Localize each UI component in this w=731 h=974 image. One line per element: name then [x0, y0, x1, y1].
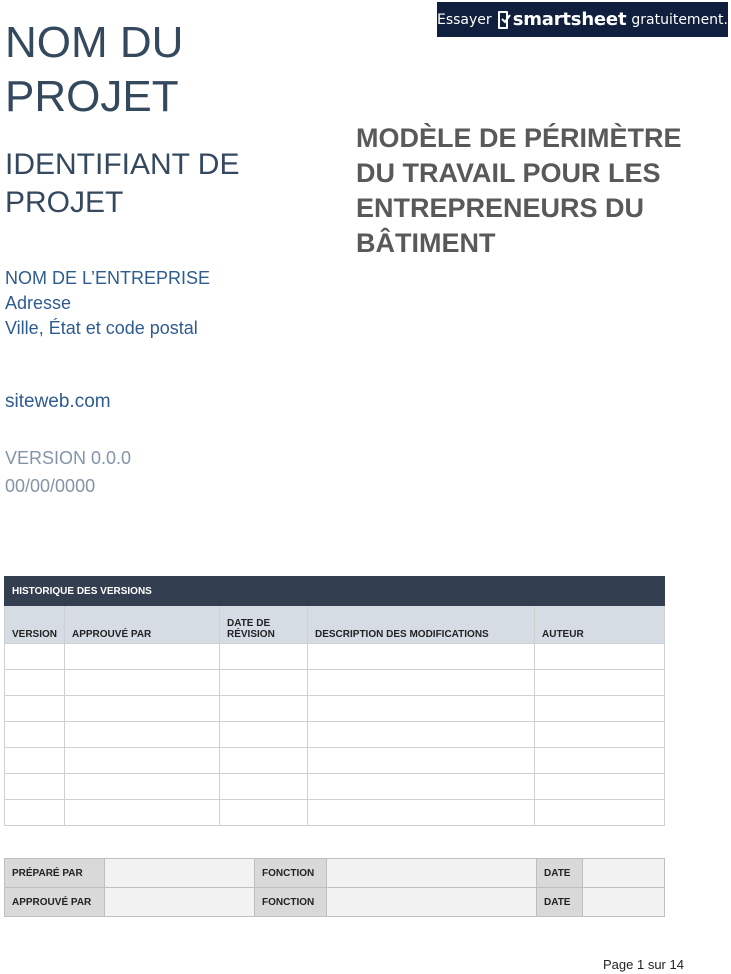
prepared-function-field[interactable]: [327, 859, 537, 888]
banner-brand: smartsheet: [512, 9, 627, 30]
table-cell[interactable]: [65, 644, 220, 670]
approved-by-field[interactable]: [105, 888, 255, 917]
version-number: VERSION 0.0.0: [5, 448, 132, 468]
table-row: [5, 722, 665, 748]
version-history-title: HISTORIQUE DES VERSIONS: [5, 577, 665, 606]
column-header-author: AUTEUR: [535, 606, 665, 644]
date-label: DATE: [537, 859, 583, 888]
table-cell[interactable]: [535, 696, 665, 722]
version-date: 00/00/0000: [5, 476, 96, 496]
table-cell[interactable]: [535, 644, 665, 670]
project-identifier: IDENTIFIANT DE PROJET: [5, 148, 240, 219]
prepared-date-field[interactable]: [583, 859, 665, 888]
column-header-approved-by: APPROUVÉ PAR: [65, 606, 220, 644]
table-cell[interactable]: [535, 774, 665, 800]
checkmark-box-icon: [498, 11, 508, 29]
approved-function-field[interactable]: [327, 888, 537, 917]
table-cell[interactable]: [5, 774, 65, 800]
table-cell[interactable]: [308, 722, 535, 748]
table-cell[interactable]: [308, 748, 535, 774]
smartsheet-trial-banner[interactable]: [437, 2, 728, 37]
table-row: [5, 774, 665, 800]
document-title: MODÈLE DE PÉRIMÈTRE DU TRAVAIL POUR LES ENTREPRENEURS DU BÂTIMENT: [356, 123, 682, 258]
function-label: FONCTION: [255, 888, 327, 917]
table-cell[interactable]: [308, 800, 535, 826]
version-history-table: [4, 576, 665, 826]
website-link[interactable]: siteweb.com: [5, 391, 111, 412]
column-header-revision-date: DATE DE RÉVISION: [220, 606, 308, 644]
page-number: Page 1 sur 14: [603, 957, 684, 972]
company-block: [5, 266, 210, 341]
table-cell[interactable]: [65, 748, 220, 774]
table-cell[interactable]: [220, 670, 308, 696]
table-cell[interactable]: [65, 722, 220, 748]
table-cell[interactable]: [308, 696, 535, 722]
project-name: NOM DU PROJET: [5, 18, 184, 121]
table-cell[interactable]: [65, 800, 220, 826]
table-cell[interactable]: [65, 774, 220, 800]
table-cell[interactable]: [220, 644, 308, 670]
approved-date-field[interactable]: [583, 888, 665, 917]
table-cell[interactable]: [220, 800, 308, 826]
table-row: [5, 888, 665, 917]
table-cell[interactable]: [5, 670, 65, 696]
table-cell[interactable]: [220, 748, 308, 774]
table-cell[interactable]: [5, 800, 65, 826]
table-cell[interactable]: [220, 774, 308, 800]
table-row: [5, 748, 665, 774]
function-label: FONCTION: [255, 859, 327, 888]
prepared-by-label: PRÉPARÉ PAR: [5, 859, 105, 888]
table-cell[interactable]: [65, 670, 220, 696]
table-cell[interactable]: [5, 644, 65, 670]
table-cell[interactable]: [5, 696, 65, 722]
table-row: [5, 696, 665, 722]
table-cell[interactable]: [5, 748, 65, 774]
table-cell[interactable]: [308, 774, 535, 800]
table-row: [5, 670, 665, 696]
table-row: [5, 859, 665, 888]
table-cell[interactable]: [308, 644, 535, 670]
table-row: [5, 800, 665, 826]
table-cell[interactable]: [5, 722, 65, 748]
company-city: Ville, État et code postal: [5, 318, 198, 338]
company-name: NOM DE L’ENTREPRISE: [5, 268, 211, 288]
column-header-description: DESCRIPTION DES MODIFICATIONS: [308, 606, 535, 644]
table-cell[interactable]: [535, 748, 665, 774]
banner-prefix: Essayer: [437, 11, 492, 28]
table-cell[interactable]: [220, 722, 308, 748]
prepared-by-field[interactable]: [105, 859, 255, 888]
signature-table: [4, 858, 665, 917]
banner-suffix: gratuitement.: [631, 11, 728, 28]
table-cell[interactable]: [535, 670, 665, 696]
table-cell[interactable]: [65, 696, 220, 722]
table-cell[interactable]: [220, 696, 308, 722]
version-block: [5, 444, 131, 500]
table-cell[interactable]: [535, 722, 665, 748]
table-cell[interactable]: [535, 800, 665, 826]
table-cell[interactable]: [308, 670, 535, 696]
table-row: [5, 644, 665, 670]
company-address: Adresse: [5, 293, 72, 313]
column-header-version: VERSION: [5, 606, 65, 644]
approved-by-label: APPROUVÉ PAR: [5, 888, 105, 917]
date-label: DATE: [537, 888, 583, 917]
